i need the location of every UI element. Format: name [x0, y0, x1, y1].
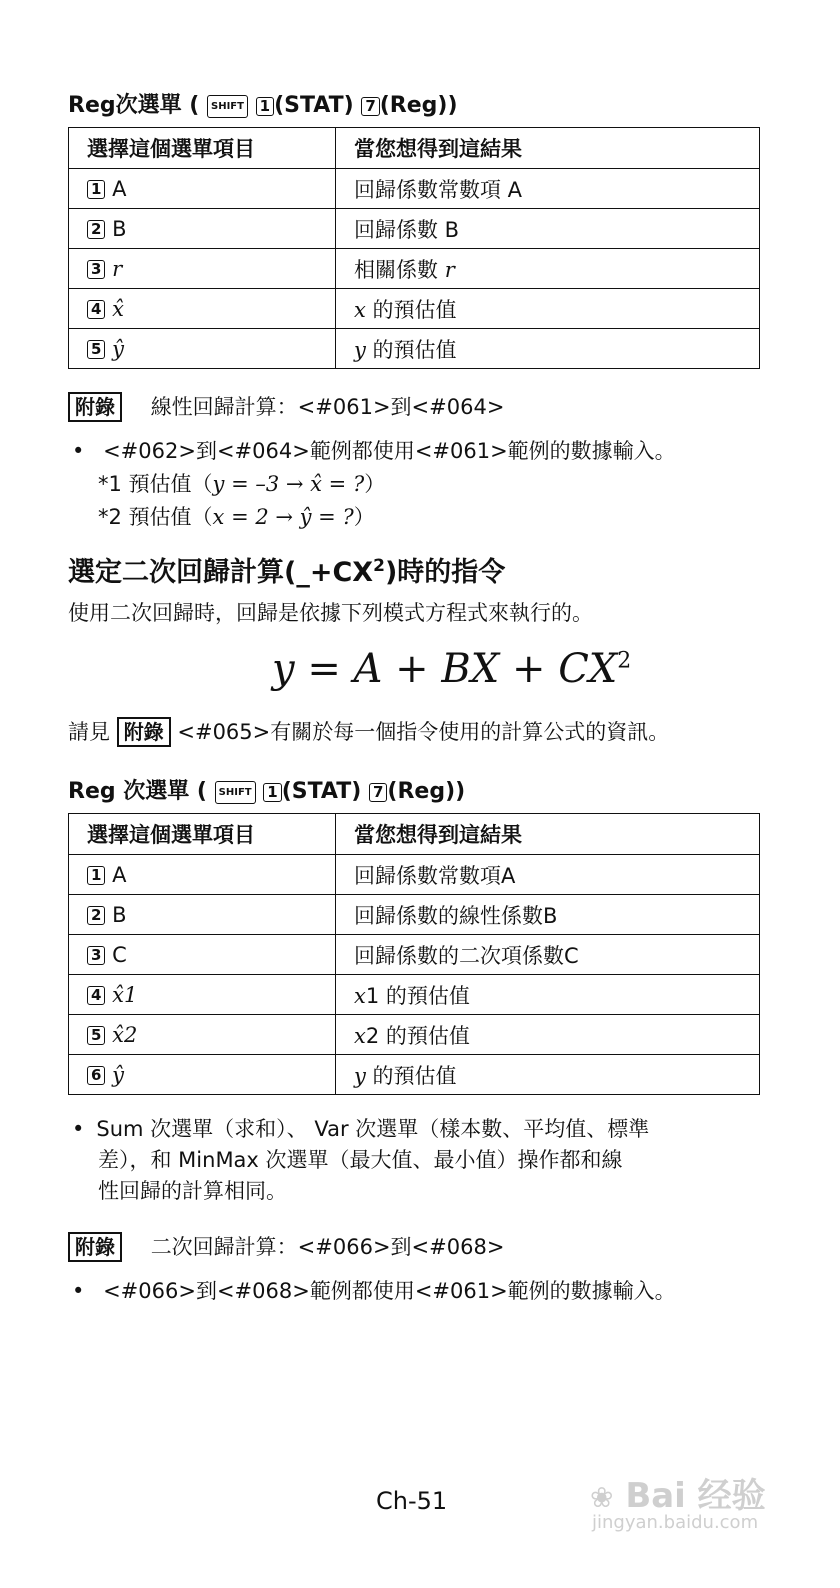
footnote-1 — [98, 468, 385, 498]
bullet-note-2 — [72, 1114, 649, 1207]
table-row — [69, 935, 760, 975]
section-title-reg-menu-2 — [68, 774, 465, 805]
bullet-icon: • — [72, 1279, 85, 1303]
appendix-ref-1 — [68, 391, 504, 422]
intro-paragraph: 使用二次回歸時，回歸是依據下列模式方程式來執行的。 — [68, 601, 593, 625]
result-subscript: 1 — [365, 983, 380, 1008]
footnote-text: *1 預估值（ — [98, 472, 213, 496]
key-5-icon: 5 — [87, 340, 105, 359]
key-7-icon: 7 — [369, 783, 387, 802]
table-row — [69, 169, 760, 209]
paw-icon: ❀ — [590, 1481, 614, 1514]
table-header-row — [69, 814, 760, 855]
appendix-tag: 附錄 — [117, 717, 171, 747]
regression-formula — [272, 646, 631, 692]
table-row — [69, 975, 760, 1015]
table-row — [69, 209, 760, 249]
menu-item-label: ŷ — [112, 1062, 124, 1087]
result-cell — [336, 249, 760, 289]
watermark-logo — [590, 1468, 766, 1517]
header-cell-item: 選擇這個選單項目 — [69, 128, 336, 169]
appendix-ref-2 — [68, 1231, 504, 1262]
key-3-icon: 3 — [87, 946, 105, 965]
result-text: 的預估值 — [365, 297, 457, 322]
result-cell: 回歸係數常數項 A — [336, 169, 760, 209]
menu-item-label: x̂2 — [112, 1022, 138, 1047]
menu-item-label: ŷ — [112, 336, 124, 361]
result-cell: 回歸係數常數項A — [336, 855, 760, 895]
result-variable: r — [444, 257, 455, 282]
section-heading-quadratic — [68, 550, 505, 589]
formula-superscript: 2 — [617, 648, 632, 674]
result-cell — [336, 1055, 760, 1095]
menu-item-label: B — [112, 216, 127, 241]
bullet-text: 性回歸的計算相同。 — [98, 1179, 287, 1203]
shift-key-icon: SHIFT — [207, 95, 248, 118]
see-appendix-line — [68, 716, 669, 747]
menu-item-label: B — [112, 902, 127, 927]
title-text: Reg 次選單 ( — [68, 779, 207, 804]
key-2-icon: 2 — [87, 906, 105, 925]
key-1-icon: 1 — [263, 783, 281, 802]
table-header-row — [69, 128, 760, 169]
table-row — [69, 1015, 760, 1055]
result-cell — [336, 975, 760, 1015]
result-cell — [336, 289, 760, 329]
key-1-icon: 1 — [87, 866, 105, 885]
bullet-note-3 — [72, 1275, 676, 1305]
bullet-text: 差），和 MinMax 次選單（最大值、最小值）操作都和線 — [98, 1148, 623, 1172]
result-subscript: 2 — [365, 1023, 380, 1048]
see-text: <#065>有關於每一個指令使用的計算公式的資訊。 — [177, 720, 670, 744]
watermark-brand: Bai 经验 — [625, 1476, 766, 1516]
key-4-icon: 4 — [87, 986, 105, 1005]
result-variable: y — [354, 1063, 366, 1088]
result-variable: x — [354, 983, 366, 1008]
reg-menu-table-2 — [68, 813, 760, 1095]
bullet-text: <#062>到<#064>範例都使用<#061>範例的數據輸入。 — [103, 439, 676, 463]
result-cell: 回歸係數的二次項係數C — [336, 935, 760, 975]
section-title-reg-menu — [68, 88, 458, 119]
footnote-2 — [98, 501, 375, 531]
menu-item-label: x̂ — [112, 296, 124, 321]
title-text: Reg次選單 ( — [68, 93, 200, 118]
table-row — [69, 855, 760, 895]
bullet-icon: • — [72, 1117, 85, 1141]
bullet-text: Sum 次選單（求和）、 Var 次選單（樣本數、平均值、標準 — [96, 1117, 650, 1141]
heading-text: )時的指令 — [384, 557, 506, 588]
table-row — [69, 249, 760, 289]
heading-superscript: 2 — [373, 556, 385, 576]
footnote-math: y = –3 → x̂ = ? — [212, 472, 365, 496]
header-cell-item: 選擇這個選單項目 — [69, 814, 336, 855]
result-cell — [336, 1015, 760, 1055]
formula-text: y = A + BX + CX — [272, 646, 618, 692]
menu-item-label: r — [112, 256, 123, 281]
appendix-text: 線性回歸計算：<#061>到<#064> — [150, 395, 505, 419]
footnote-text: *2 預估值（ — [98, 505, 213, 529]
reg-label: (Reg)) — [379, 93, 458, 118]
table-row — [69, 329, 760, 369]
header-cell-result: 當您想得到這結果 — [336, 128, 760, 169]
header-cell-result: 當您想得到這結果 — [336, 814, 760, 855]
see-text: 請見 — [68, 720, 110, 744]
menu-item-label: x̂1 — [112, 982, 138, 1007]
appendix-text: 二次回歸計算：<#066>到<#068> — [150, 1235, 505, 1259]
key-4-icon: 4 — [87, 300, 105, 319]
result-text: 的預估值 — [379, 983, 470, 1008]
key-1-icon: 1 — [256, 97, 274, 116]
bullet-text: <#066>到<#068>範例都使用<#061>範例的數據輸入。 — [103, 1279, 676, 1303]
result-variable: x — [354, 1023, 366, 1048]
appendix-tag: 附錄 — [68, 392, 122, 422]
table-row — [69, 1055, 760, 1095]
result-variable: y — [354, 337, 366, 362]
watermark-url: jingyan.baidu.com — [592, 1512, 759, 1533]
result-text: 的預估值 — [365, 1063, 457, 1088]
page-number: Ch-51 — [376, 1487, 448, 1515]
reg-menu-table — [68, 127, 760, 369]
table-row — [69, 895, 760, 935]
key-2-icon: 2 — [87, 220, 105, 239]
footnote-text: ） — [353, 505, 375, 529]
key-1-icon: 1 — [87, 180, 105, 199]
key-7-icon: 7 — [361, 97, 379, 116]
key-6-icon: 6 — [87, 1066, 105, 1085]
appendix-tag: 附錄 — [68, 1232, 122, 1262]
result-cell: 回歸係數的線性係數B — [336, 895, 760, 935]
footnote-text: ） — [364, 472, 386, 496]
table-row — [69, 289, 760, 329]
menu-item-label: A — [112, 862, 127, 887]
footnote-math: x = 2 → ŷ = ? — [212, 505, 354, 529]
reg-label: (Reg)) — [387, 779, 466, 804]
menu-item-label: C — [112, 942, 127, 967]
result-cell: 回歸係數 B — [336, 209, 760, 249]
stat-label: (STAT) — [274, 93, 354, 118]
stat-label: (STAT) — [281, 779, 362, 804]
heading-text: 選定二次回歸計算(_+CX — [68, 557, 374, 588]
result-text: 相關係數 — [354, 257, 445, 282]
key-5-icon: 5 — [87, 1026, 105, 1045]
result-text: 的預估值 — [365, 337, 457, 362]
bullet-note — [72, 435, 676, 465]
result-variable: x — [354, 297, 366, 322]
shift-key-icon: SHIFT — [215, 781, 256, 804]
bullet-icon: • — [72, 439, 85, 463]
result-cell — [336, 329, 760, 369]
key-3-icon: 3 — [87, 260, 105, 279]
menu-item-label: A — [112, 176, 127, 201]
result-text: 的預估值 — [379, 1023, 470, 1048]
